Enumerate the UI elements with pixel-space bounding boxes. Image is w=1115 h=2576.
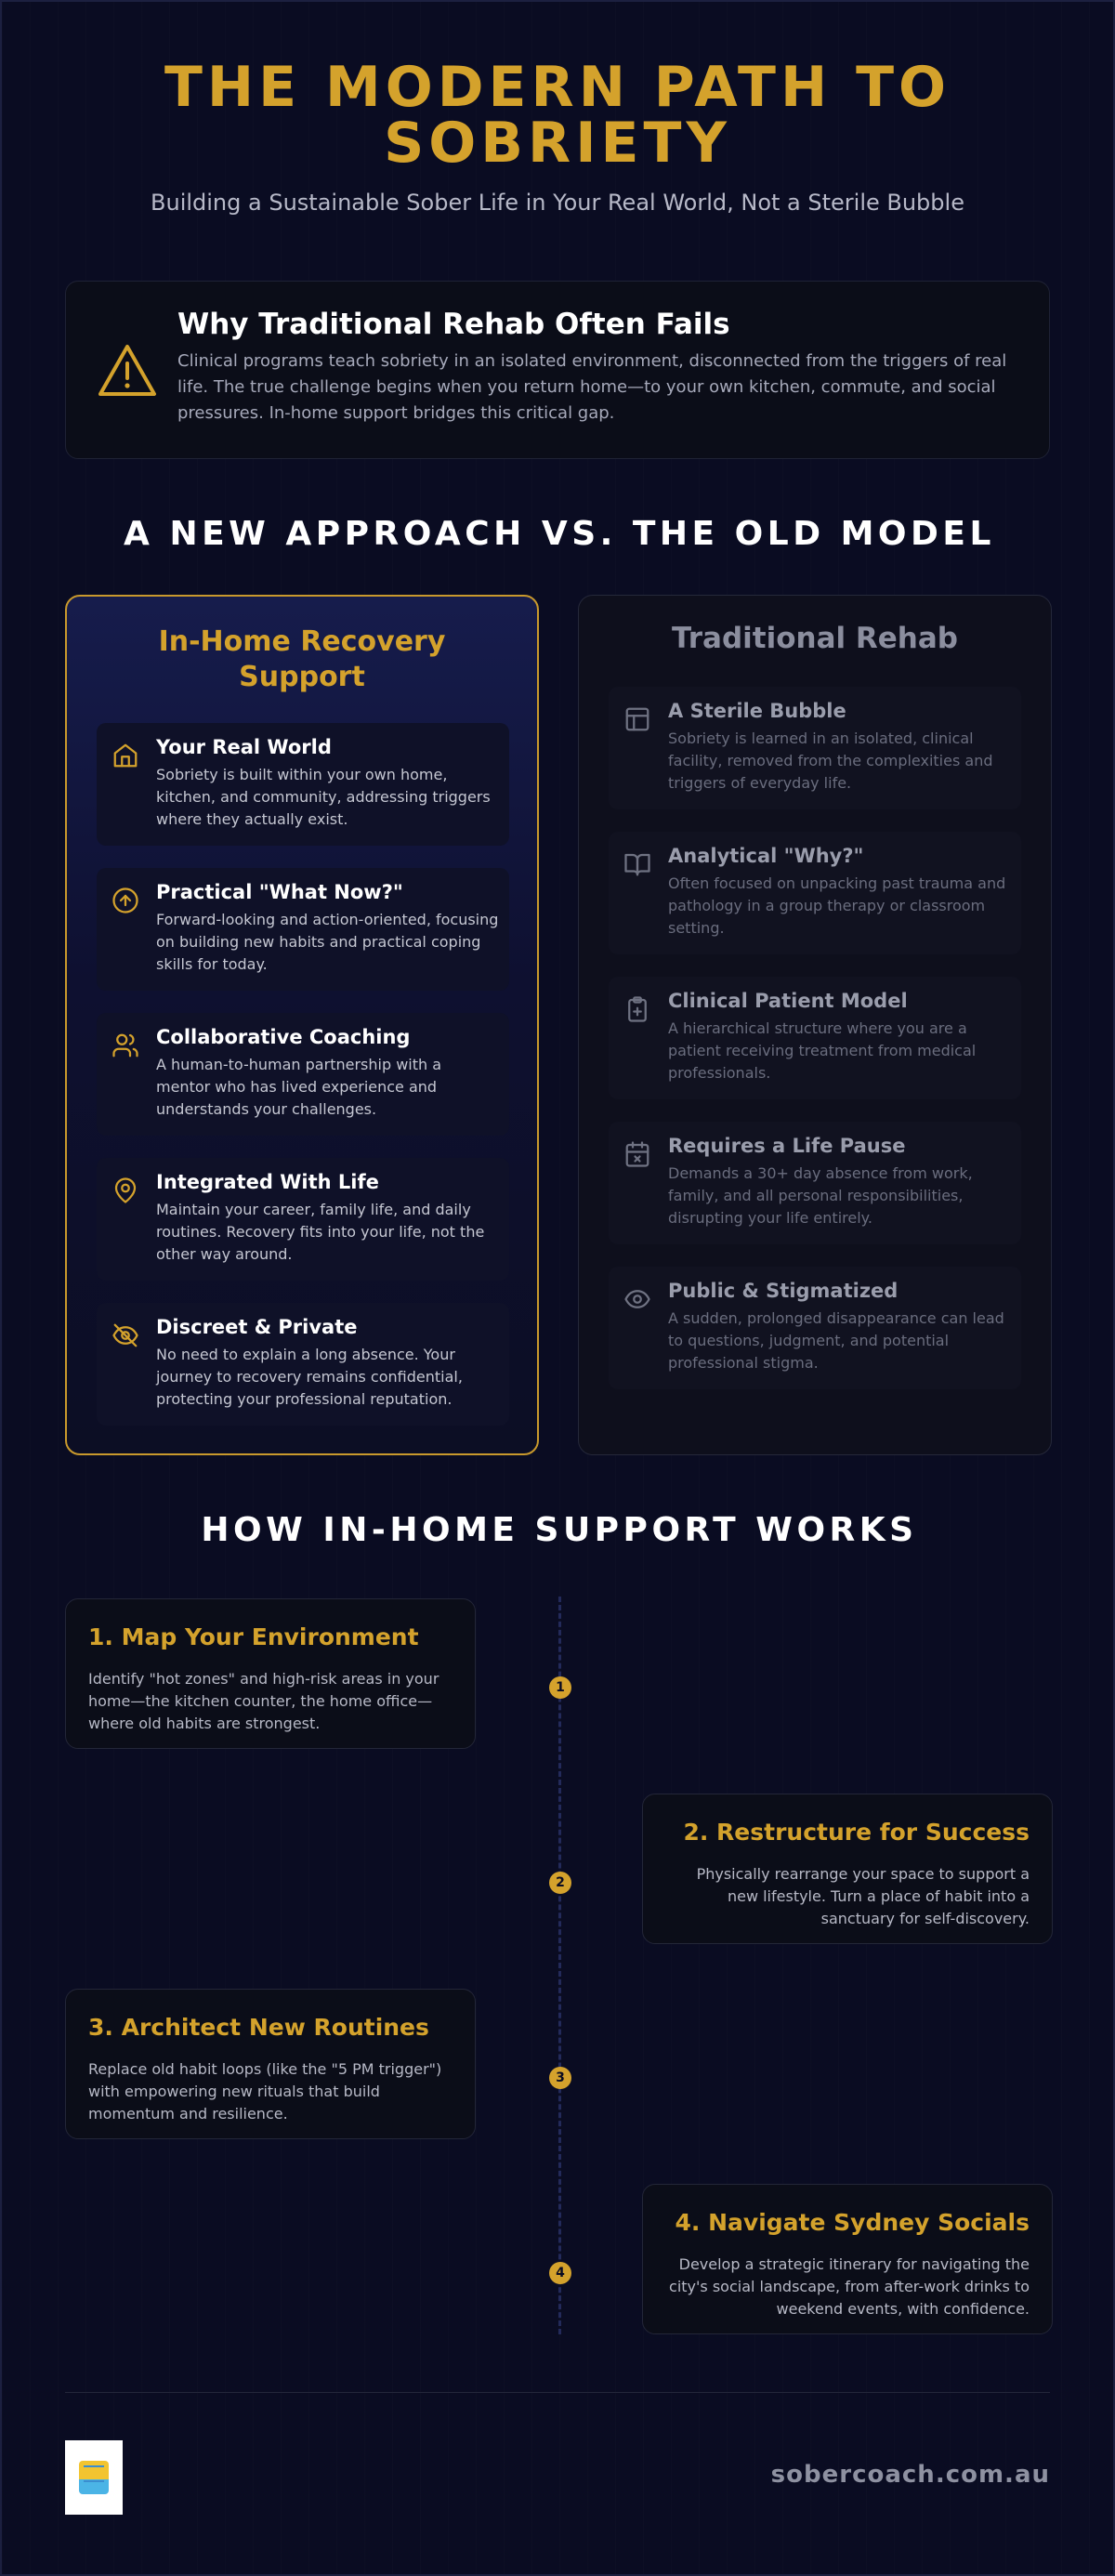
header xyxy=(2,2,1113,216)
eye-icon xyxy=(623,1285,651,1313)
traditional-card xyxy=(609,832,1021,954)
traditional-card xyxy=(609,1122,1021,1244)
card-text: A hierarchical structure where you are a patient receiving treatment from medical professionals. xyxy=(668,1019,977,1082)
callout-text: Clinical programs teach sobriety in an isolated environment, disconnected from the triggers of real life. The true challenge begins when you return home—to your own kitchen, commute, and social pressures. In-home support bridges this critical gap. xyxy=(177,351,1007,423)
calendar-x-icon xyxy=(623,1140,651,1168)
traditional-card xyxy=(609,687,1021,809)
step-number-badge: 4 xyxy=(549,2262,571,2284)
step-title: 4. Navigate Sydney Socials xyxy=(675,2209,1030,2236)
title-line-2: SOBRIETY xyxy=(384,111,731,176)
in-home-card xyxy=(97,868,509,991)
layout-icon xyxy=(623,705,651,733)
step-number-badge: 3 xyxy=(549,2067,571,2089)
footer-divider xyxy=(65,2392,1050,2393)
card-title: Analytical "Why?" xyxy=(668,845,864,867)
in-home-card xyxy=(97,723,509,846)
traditional-column xyxy=(578,595,1052,1455)
card-title: Integrated With Life xyxy=(156,1171,379,1193)
card-text: Sobriety is learned in an isolated, clinical facility, removed from the complexities and triggers of everyday life. xyxy=(668,729,993,792)
logo-stripes-icon xyxy=(84,2465,104,2482)
step-title: 1. Map Your Environment xyxy=(88,1623,419,1650)
card-text: A sudden, prolonged disappearance can lead to questions, judgment, and potential professional stigma. xyxy=(668,1309,1004,1372)
step-number-badge: 2 xyxy=(549,1872,571,1894)
page-subtitle: Building a Sustainable Sober Life in Your Real World, Not a Sterile Bubble xyxy=(151,190,964,216)
in-home-card xyxy=(97,1303,509,1426)
step-card-restructure xyxy=(642,1794,1053,1944)
card-text: No need to explain a long absence. Your journey to recovery remains confidential, protecting your professional reputation. xyxy=(156,1346,463,1408)
sobercoach-logo[interactable] xyxy=(65,2440,123,2515)
step-number-badge: 1 xyxy=(549,1676,571,1699)
users-icon xyxy=(112,1032,139,1059)
card-text: Sobriety is built within your own home, kitchen, and community, addressing triggers where they actually exist. xyxy=(156,766,491,828)
title-line-1: THE MODERN PATH TO xyxy=(164,55,951,120)
card-text: A human-to-human partnership with a mentor who has lived experience and understands your challenges. xyxy=(156,1056,442,1118)
in-home-card xyxy=(97,1013,509,1136)
card-title: Practical "What Now?" xyxy=(156,881,403,903)
page-title xyxy=(2,55,1113,176)
step-text: Physically rearrange your space to support a new lifestyle. Turn a place of habit into a sanctuary for self-discovery. xyxy=(696,1865,1030,1927)
clipboard-plus-icon xyxy=(623,995,651,1023)
card-title: Public & Stigmatized xyxy=(668,1280,899,1302)
comparison-heading: A NEW APPROACH VS. THE OLD MODEL xyxy=(124,515,995,553)
step-text: Identify "hot zones" and high-risk areas in your home—the kitchen counter, the home office—where old habits are strongest. xyxy=(88,1670,439,1732)
step-card-routines xyxy=(65,1989,476,2139)
traditional-title: Traditional Rehab xyxy=(672,622,958,655)
step-card-map-environment xyxy=(65,1598,476,1749)
card-text: Forward-looking and action-oriented, focusing on building new habits and practical coping skills for today. xyxy=(156,911,499,973)
eye-off-icon xyxy=(112,1321,139,1349)
map-pin-icon xyxy=(112,1176,139,1204)
traditional-card xyxy=(609,977,1021,1099)
card-text: Maintain your career, family life, and daily routines. Recovery fits into your life, not the other way around. xyxy=(156,1201,485,1263)
callout-title: Why Traditional Rehab Often Fails xyxy=(177,308,730,341)
why-rehab-fails-callout xyxy=(65,281,1050,459)
card-title: Your Real World xyxy=(156,736,332,758)
in-home-title-line-2: Support xyxy=(239,661,365,693)
step-title: 2. Restructure for Success xyxy=(683,1819,1030,1846)
card-text: Demands a 30+ day absence from work, family, and all personal responsibilities, disrupting your life entirely. xyxy=(668,1164,973,1227)
card-text: Often focused on unpacking past trauma and pathology in a group therapy or classroom setting. xyxy=(668,874,1006,937)
timeline-line xyxy=(558,1597,561,2334)
how-it-works-heading: HOW IN-HOME SUPPORT WORKS xyxy=(201,1511,918,1549)
step-text: Develop a strategic itinerary for navigating the city's social landscape, from after-work drinks to weekend events, with confidence. xyxy=(669,2255,1030,2318)
site-url-link[interactable]: sobercoach.com.au xyxy=(770,2461,1050,2489)
home-icon xyxy=(112,742,139,769)
step-title: 3. Architect New Routines xyxy=(88,2014,429,2041)
step-card-sydney-socials xyxy=(642,2184,1053,2334)
in-home-title-line-1: In-Home Recovery xyxy=(158,625,446,658)
in-home-title xyxy=(67,624,537,695)
arrow-up-circle-icon xyxy=(112,887,139,914)
card-title: A Sterile Bubble xyxy=(668,700,846,722)
card-title: Discreet & Private xyxy=(156,1316,358,1338)
traditional-card xyxy=(609,1267,1021,1389)
card-title: Collaborative Coaching xyxy=(156,1026,411,1048)
in-home-card xyxy=(97,1158,509,1281)
book-open-icon xyxy=(623,850,651,878)
card-title: Clinical Patient Model xyxy=(668,990,908,1012)
warning-triangle-icon xyxy=(98,343,157,399)
in-home-column xyxy=(65,595,539,1455)
step-text: Replace old habit loops (like the "5 PM trigger") with empowering new rituals that build momentum and resilience. xyxy=(88,2060,442,2123)
card-title: Requires a Life Pause xyxy=(668,1135,906,1157)
